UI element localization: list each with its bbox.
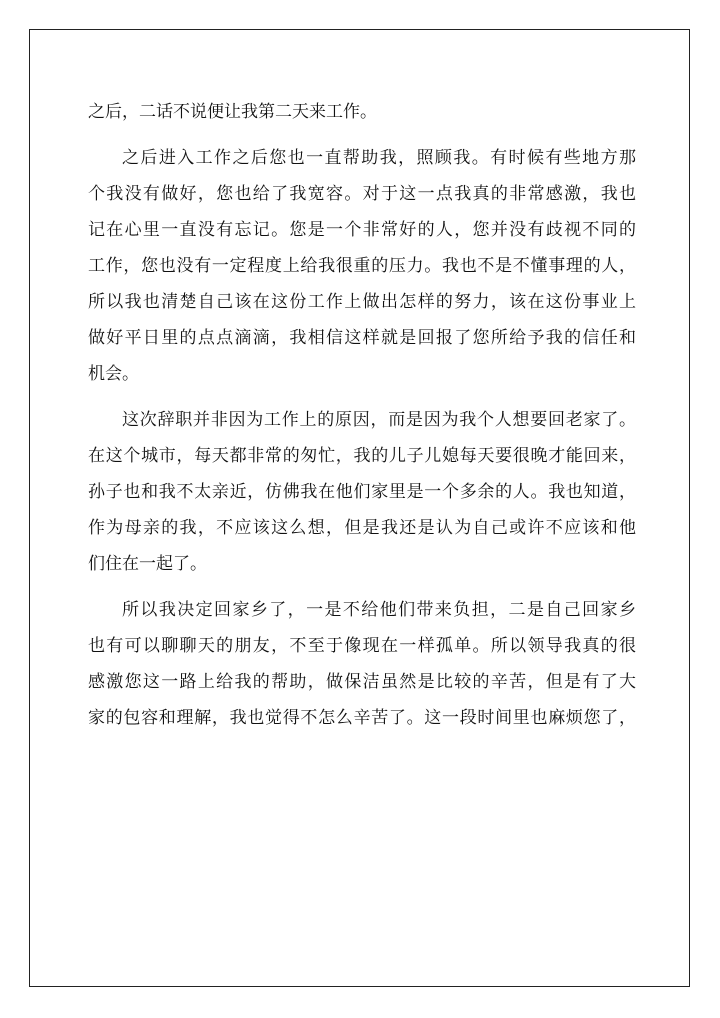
text-line: 作为母亲的我，不应该这么想，但是我还是认为自己或许不应该和他: [88, 518, 636, 538]
text-line: 感激您这一路上给我的帮助，做保洁虽然是比较的辛苦，但是有了大: [88, 672, 636, 692]
text-line: 们住在一起了。: [88, 554, 207, 574]
text-line: 所以我决定回家乡了，一是不给他们带来负担，二是自己回家乡: [122, 600, 636, 620]
paragraph: [88, 402, 636, 582]
paragraph: [88, 94, 636, 130]
paragraph-gap: [88, 392, 636, 402]
paragraph: [88, 140, 636, 392]
document-body: [88, 94, 636, 736]
text-line: 家的包容和理解，我也觉得不怎么辛苦了。这一段时间里也麻烦您了，: [88, 708, 636, 728]
paragraph-gap: [88, 130, 636, 140]
text-line: 孙子也和我不太亲近，仿佛我在他们家里是一个多余的人。我也知道，: [88, 482, 636, 502]
text-line: 记在心里一直没有忘记。您是一个非常好的人，您并没有歧视不同的: [88, 220, 636, 240]
text-line: 机会。: [88, 364, 139, 384]
text-line: 也有可以聊聊天的朋友，不至于像现在一样孤单。所以领导我真的很: [88, 636, 636, 656]
text-line: 在这个城市，每天都非常的匆忙，我的儿子儿媳每天要很晚才能回来，: [88, 446, 636, 466]
text-line: 所以我也清楚自己该在这份工作上做出怎样的努力，该在这份事业上: [88, 292, 636, 312]
text-line: 个我没有做好，您也给了我宽容。对于这一点我真的非常感激，我也: [88, 184, 636, 204]
text-line: 之后进入工作之后您也一直帮助我，照顾我。有时候有些地方那: [122, 148, 636, 168]
text-line: 之后，二话不说便让我第二天来工作。: [88, 102, 377, 122]
text-line: 这次辞职并非因为工作上的原因，而是因为我个人想要回老家了。: [122, 410, 636, 430]
text-line: 做好平日里的点点滴滴，我相信这样就是回报了您所给予我的信任和: [88, 328, 636, 348]
paragraph: [88, 592, 636, 736]
paragraph-gap: [88, 582, 636, 592]
text-line: 工作，您也没有一定程度上给我很重的压力。我也不是不懂事理的人，: [88, 256, 636, 276]
